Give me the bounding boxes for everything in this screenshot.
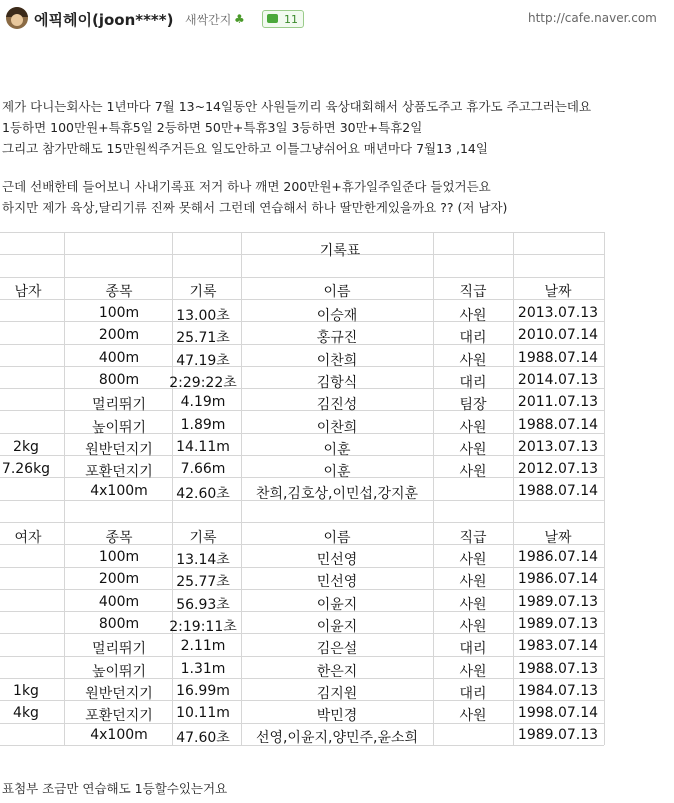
speech-bubble-icon <box>267 14 278 23</box>
table-cell-event: 400m <box>98 593 140 610</box>
table-cell-event: 800m <box>98 371 140 388</box>
table-cell-name: 이훈 <box>323 441 351 458</box>
table-cell-record: 4.19m <box>180 394 226 411</box>
member-level-label: 새싹간지 <box>185 13 232 27</box>
table-cell-event: 400m <box>98 349 140 366</box>
table-cell-event: 200m <box>98 571 140 588</box>
table-cell-record: 25.77초 <box>176 574 230 591</box>
table-cell-rank: 사원 <box>459 419 487 436</box>
post-paragraph-5: 하지만 제가 육상,달리기류 진짜 못해서 그런데 연습해서 하나 딸만한게있을까요 ?? (저 남자) <box>2 200 508 215</box>
table-cell-name: 민선영 <box>316 574 358 591</box>
table-title: 기록표 <box>319 243 361 259</box>
table-cell-rank: 사원 <box>459 618 487 635</box>
table-cell-event: 4x100m <box>90 483 148 500</box>
post-footer: 표첨부 조금만 연습해도 1등할수있는거요 <box>2 781 228 796</box>
table-cell-weight: 7.26kg <box>1 461 51 478</box>
table-cell-date: 2010.07.14 <box>517 327 599 344</box>
table-cell-record: 7.66m <box>180 461 226 478</box>
table-cell-rank: 사원 <box>459 663 487 680</box>
table-cell-record: 1.89m <box>180 416 226 433</box>
table-cell-event: 멀리뛰기 <box>91 397 147 414</box>
table-cell-name: 홍규진 <box>316 330 358 347</box>
table-cell-rank: 사원 <box>459 464 487 481</box>
table-cell-date: 2012.07.13 <box>517 461 599 478</box>
table-cell-date: 1988.07.14 <box>517 416 599 433</box>
table-cell-name: 이훈 <box>323 464 351 481</box>
table-cell-event: 800m <box>98 615 140 632</box>
table-cell-name: 박민경 <box>316 708 358 725</box>
table-cell-date: 1988.07.13 <box>517 660 599 677</box>
column-header: 이름 <box>323 284 351 300</box>
table-cell-event: 200m <box>98 327 140 344</box>
table-cell-name: 이찬희 <box>316 352 358 369</box>
table-cell-date: 1989.07.13 <box>517 615 599 632</box>
women-label: 여자 <box>14 530 42 546</box>
table-cell-name: 이윤지 <box>316 618 358 635</box>
table-cell-name: 김진성 <box>316 397 358 414</box>
table-cell-weight: 1kg <box>13 682 39 699</box>
table-cell-record: 2.11m <box>180 638 226 655</box>
table-cell-weight: 4kg <box>13 705 39 722</box>
table-cell-date: 2013.07.13 <box>517 305 599 321</box>
table-cell-rank: 대리 <box>459 374 487 391</box>
table-cell-record: 2:29:22초 <box>169 374 237 391</box>
column-header: 종목 <box>105 530 133 546</box>
table-cell-date: 1998.07.14 <box>517 705 599 722</box>
post-paragraph-2: 1등하면 100만원+특휴5일 2등하면 50만+특휴3일 3등하면 30만+특휴2일 <box>2 120 423 135</box>
column-header: 이름 <box>323 530 351 546</box>
cafe-url[interactable]: http://cafe.naver.com <box>528 11 657 25</box>
table-cell-date: 1986.07.14 <box>517 571 599 588</box>
table-cell-event: 100m <box>98 305 140 321</box>
table-cell-name: 이찬희 <box>316 419 358 436</box>
table-cell-weight: 2kg <box>13 438 39 455</box>
table-cell-rank: 사원 <box>459 708 487 725</box>
table-cell-name: 김지원 <box>316 685 358 702</box>
table-cell-rank: 사원 <box>459 352 487 369</box>
column-header: 기록 <box>189 284 217 300</box>
table-cell-date: 1984.07.13 <box>517 682 599 699</box>
table-cell-date: 1989.07.13 <box>517 727 599 744</box>
table-cell-event: 4x100m <box>90 727 148 744</box>
table-cell-record: 25.71초 <box>176 330 230 347</box>
post-paragraph-1: 제가 다니는회사는 1년마다 7월 13~14일동안 사원들끼리 육상대회해서 상품도주고 휴가도 주고그러는데요 <box>2 99 592 114</box>
column-header: 기록 <box>189 530 217 546</box>
table-cell-name: 김항식 <box>316 374 358 391</box>
table-cell-rank: 대리 <box>459 641 487 658</box>
table-cell-date: 1988.07.14 <box>517 349 599 366</box>
table-cell-date: 2011.07.13 <box>517 394 599 411</box>
table-cell-name: 이윤지 <box>316 596 358 613</box>
avatar-face <box>11 14 23 26</box>
table-cell-record: 14.11m <box>176 438 230 455</box>
table-cell-date: 2013.07.13 <box>517 438 599 455</box>
comment-count: 11 <box>284 13 298 26</box>
table-cell-rank: 사원 <box>459 574 487 591</box>
table-cell-rank: 사원 <box>459 552 487 568</box>
table-cell-record: 1.31m <box>180 660 226 677</box>
sprout-icon: ♣ <box>234 12 245 26</box>
post-paragraph-4: 근데 선배한테 들어보니 사내기록표 저거 하나 깨면 200만원+휴가일주일준다 들었거든요 <box>2 179 491 194</box>
table-cell-rank: 팀장 <box>459 397 487 414</box>
post-paragraph-3: 그리고 참가만해도 15만원씩주거든요 일도안하고 이틀그냥쉬어요 매년마다 7월13 ,14일 <box>2 141 488 156</box>
column-header: 직급 <box>459 530 487 546</box>
table-cell-record: 56.93초 <box>176 596 230 613</box>
table-cell-date: 1989.07.13 <box>517 593 599 610</box>
table-cell-rank: 대리 <box>459 330 487 347</box>
table-cell-rank: 사원 <box>459 441 487 458</box>
table-cell-rank: 사원 <box>459 596 487 613</box>
column-header: 종목 <box>105 284 133 300</box>
table-cell-record: 13.00초 <box>176 308 230 324</box>
table-cell-event: 원반던지기 <box>85 685 153 702</box>
table-cell-date: 1986.07.14 <box>517 549 599 565</box>
avatar[interactable] <box>6 7 28 29</box>
table-cell-event: 원반던지기 <box>85 441 153 458</box>
table-cell-rank: 대리 <box>459 685 487 702</box>
table-cell-name: 한은지 <box>316 663 358 680</box>
table-cell-record: 47.19초 <box>176 352 230 369</box>
table-cell-event: 높이뛰기 <box>91 419 147 436</box>
table-cell-rank: 사원 <box>459 308 487 324</box>
table-cell-event: 높이뛰기 <box>91 663 147 680</box>
comment-badge[interactable] <box>262 10 304 28</box>
table-cell-date: 2014.07.13 <box>517 371 599 388</box>
table-cell-record: 47.60초 <box>176 730 230 747</box>
table-cell-event: 포환던지기 <box>85 464 153 481</box>
table-cell-name: 민선영 <box>316 552 358 568</box>
table-cell-event: 포환던지기 <box>85 708 153 725</box>
column-header: 직급 <box>459 284 487 300</box>
table-cell-record: 2:19:11초 <box>169 618 237 635</box>
table-cell-name: 찬희,김호상,이민섭,강지훈 <box>255 486 419 503</box>
table-cell-record: 42.60초 <box>176 486 230 503</box>
table-cell-record: 16.99m <box>176 682 230 699</box>
column-header: 날짜 <box>544 284 572 300</box>
table-cell-name: 선영,이윤지,양민주,윤소희 <box>255 730 419 747</box>
author-nickname[interactable]: 에픽헤이(joon****) <box>34 11 174 29</box>
column-header: 날짜 <box>544 530 572 546</box>
table-cell-date: 1988.07.14 <box>517 483 599 500</box>
table-cell-record: 10.11m <box>176 705 230 722</box>
table-cell-event: 멀리뛰기 <box>91 641 147 658</box>
table-cell-record: 13.14초 <box>176 552 230 568</box>
table-cell-date: 1983.07.14 <box>517 638 599 655</box>
table-cell-name: 이승재 <box>316 308 358 324</box>
table-cell-name: 김은설 <box>316 641 358 658</box>
post-header <box>0 0 674 40</box>
table-cell-event: 100m <box>98 549 140 565</box>
men-label: 남자 <box>14 284 42 300</box>
